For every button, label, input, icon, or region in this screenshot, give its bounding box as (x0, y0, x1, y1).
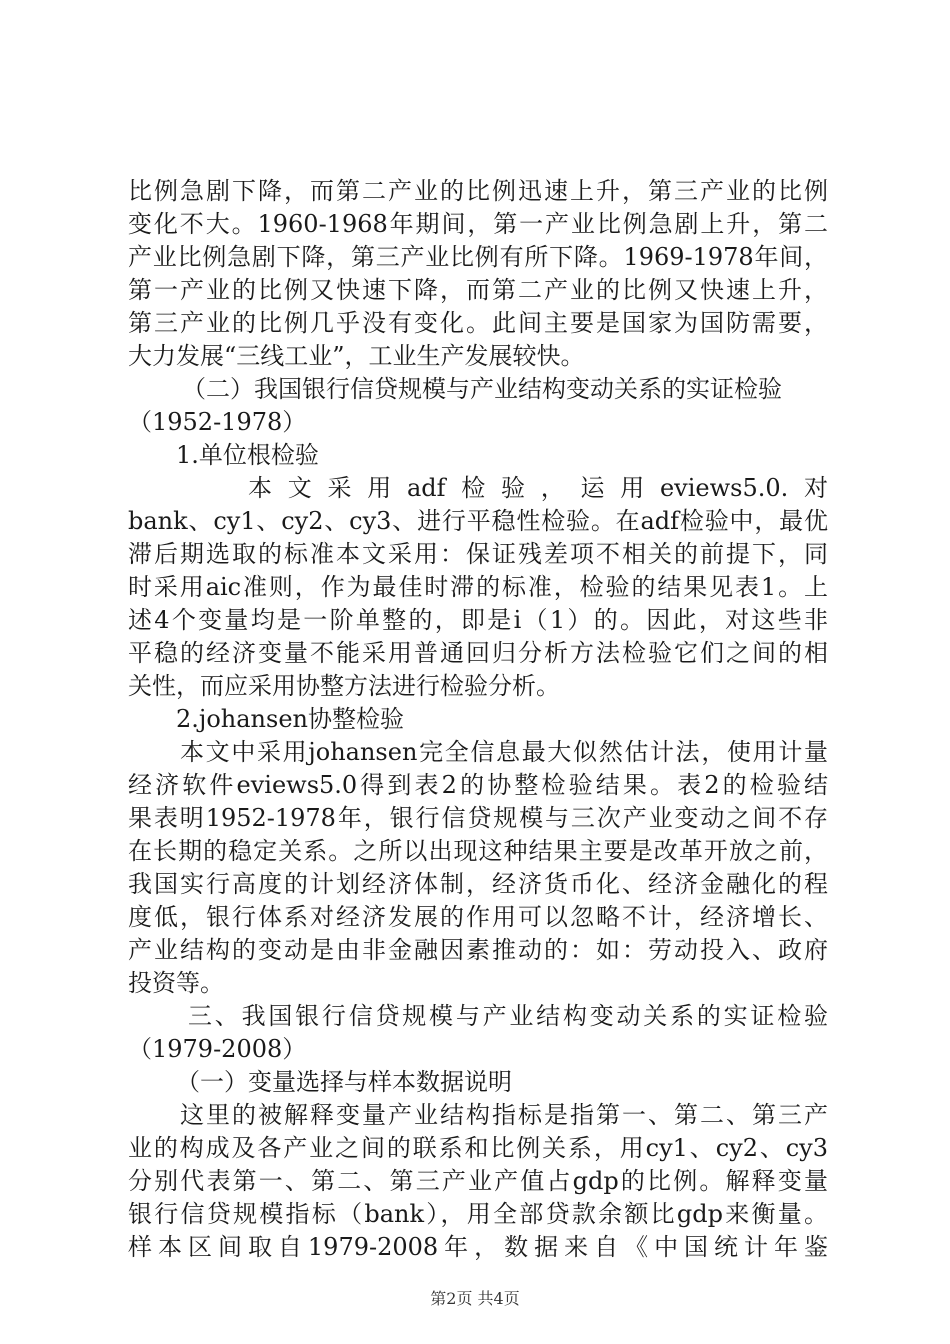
body-line: 银行信贷规模指标（bank），用全部贷款余额比gdp来衡量。 (128, 1200, 828, 1228)
body-line: 关性，而应采用协整方法进行检验分析。 (128, 672, 560, 700)
body-line: 滞后期选取的标准本文采用：保证残差项不相关的前提下，同 (128, 540, 828, 568)
body-line: 这里的被解释变量产业结构指标是指第一、第二、第三产 (180, 1101, 828, 1129)
body-line: bank、cy1、cy2、cy3、进行平稳性检验。在adf检验中，最优 (128, 507, 828, 535)
body-line: 业的构成及各产业之间的联系和比例关系，用cy1、cy2、cy3 (128, 1134, 828, 1162)
body-line: 平稳的经济变量不能采用普通回归分析方法检验它们之间的相 (128, 639, 828, 667)
body-line: 本文采用adf检验，运用eviews5.0.对 (248, 474, 828, 502)
body-line: 分别代表第一、第二、第三产业产值占gdp的比例。解释变量 (128, 1167, 828, 1195)
body-line: 在长期的稳定关系。之所以出现这种结果主要是改革开放之前， (128, 837, 828, 865)
body-line: 本文中采用johansen完全信息最大似然估计法，使用计量 (180, 738, 828, 766)
body-line: 度低，银行体系对经济发展的作用可以忽略不计，经济增长、 (128, 903, 828, 931)
body-line: 样本区间取自1979-2008年，数据来自《中国统计年鉴 (128, 1233, 828, 1261)
page-footer: 第2页 共4页 (430, 1289, 520, 1308)
section-heading: 三、我国银行信贷规模与产业结构变动关系的实证检验 (188, 1002, 828, 1030)
subsection-heading: （一）变量选择与样本数据说明 (176, 1068, 512, 1096)
body-line: 比例急剧下降，而第二产业的比例迅速上升，第三产业的比例 (128, 177, 828, 205)
body-line: 变化不大。1960-1968年期间，第一产业比例急剧上升，第二 (128, 210, 828, 238)
body-line: 产业结构的变动是由非金融因素推动的：如：劳动投入、政府 (128, 936, 828, 964)
subsection-heading: 1.单位根检验 (176, 441, 319, 469)
section-heading-continuation: （1979-2008） (128, 1035, 307, 1063)
subsection-heading: 2.johansen协整检验 (176, 705, 404, 733)
body-line: 产业比例急剧下降，第三产业比例有所下降。1969-1978年间， (128, 243, 828, 271)
body-line: 第三产业的比例几乎没有变化。此间主要是国家为国防需要， (128, 309, 828, 337)
body-line: 我国实行高度的计划经济体制，经济货币化、经济金融化的程 (128, 870, 828, 898)
body-line: 述4个变量均是一阶单整的，即是i（1）的。因此，对这些非 (128, 606, 828, 634)
body-line: 时采用aic准则，作为最佳时滞的标准，检验的结果见表1。上 (128, 573, 828, 601)
section-heading-continuation: （1952-1978） (128, 408, 307, 436)
body-line: 经济软件eviews5.0得到表2的协整检验结果。表2的检验结 (128, 771, 828, 799)
body-line: 第一产业的比例又快速下降，而第二产业的比例又快速上升， (128, 276, 828, 304)
section-heading: （二）我国银行信贷规模与产业结构变动关系的实证检验 (182, 375, 782, 403)
body-line: 果表明1952-1978年，银行信贷规模与三次产业变动之间不存 (128, 804, 828, 832)
body-line: 投资等。 (128, 969, 224, 997)
body-line: 大力发展“三线工业”，工业生产发展较快。 (128, 342, 585, 370)
